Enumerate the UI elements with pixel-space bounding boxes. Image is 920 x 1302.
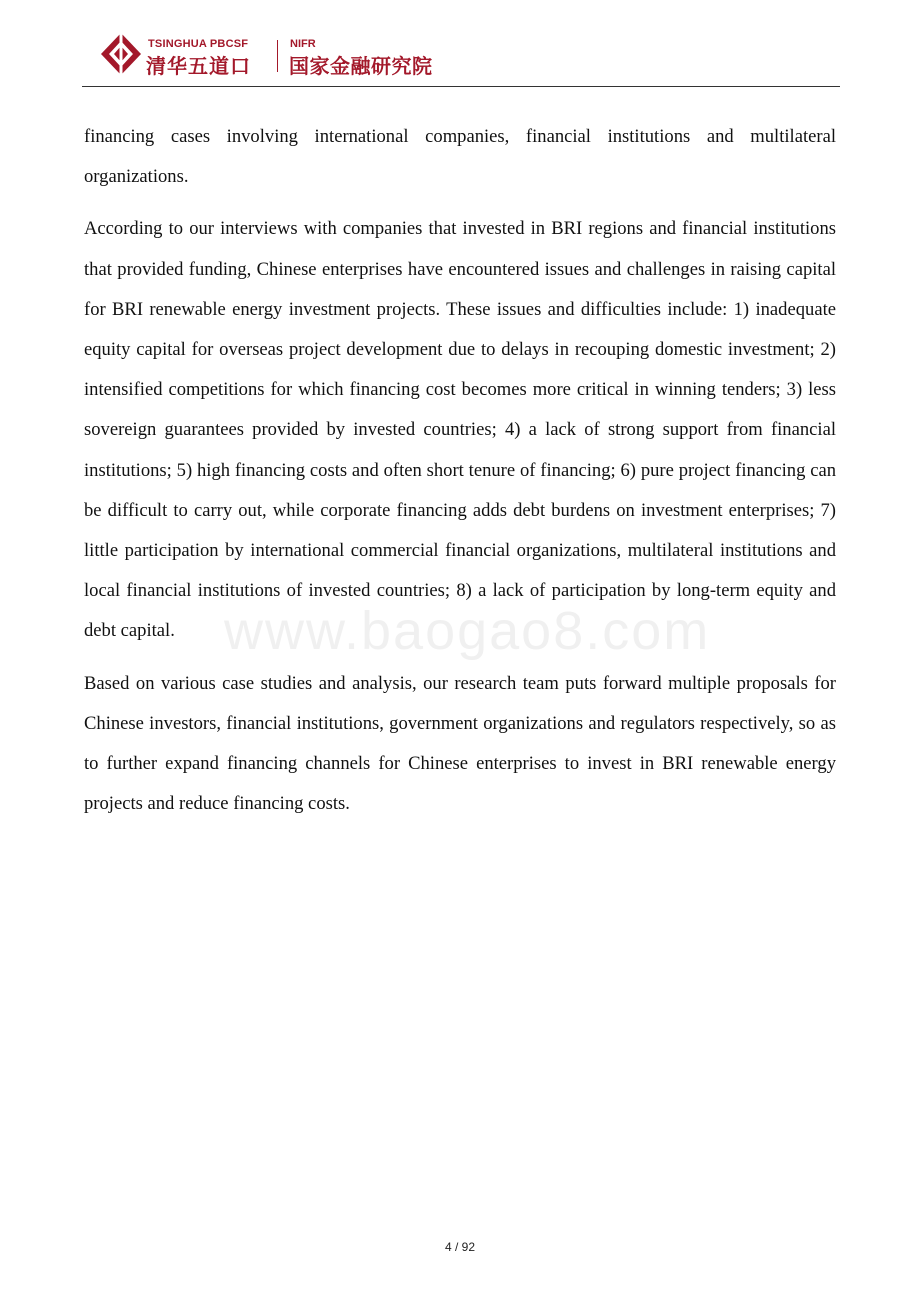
header-divider	[277, 40, 278, 72]
tsinghua-pbcsf-logo-icon	[100, 32, 142, 76]
institute-english-name: NIFR	[290, 38, 316, 50]
page-number: 4 / 92	[444, 1240, 476, 1254]
page-header	[82, 28, 840, 87]
watermark: www.baogao8.com	[224, 601, 711, 661]
brand-english-name: TSINGHUA PBCSF	[148, 38, 249, 50]
body-paragraph: According to our interviews with companies that invested in BRI regions and financial institutions that provided funding, Chinese enterprises have encountered issues and challenges in raising capital for BRI renewable energy investment projects. These issues and difficulties include: 1) inadequate equity capital for overseas project development due to delays in recouping domestic investment; 2) intensified competitions for which financing cost becomes more critical in winning tenders; 3) less sovereign guarantees provided by invested countries; 4) a lack of strong support from financial institutions; 5) high financing costs and often short tenure of financing; 6) pure project financing can be difficult to carry out, while corporate financing adds debt burdens on investment enterprises; 7) little participation by international commercial financial organizations, multilateral institutions and local financial institutions of invested countries; 8) a lack of participation by long-term equity and debt capital.	[84, 218, 836, 642]
body-paragraph: Based on various case studies and analysis, our research team puts forward multiple proposals for Chinese investors, financial institutions, government organizations and regulators respectively, so as to further expand financing channels for Chinese enterprises to invest in BRI renewable energy projects and reduce financing costs.	[84, 672, 836, 815]
institute-chinese-name: 国家金融研究院	[289, 54, 433, 78]
document-body	[84, 117, 836, 836]
brand-chinese-name: 清华五道口	[146, 54, 251, 78]
body-paragraph: financing cases involving international companies, financial institutions and multilateral organizations.	[84, 126, 836, 188]
